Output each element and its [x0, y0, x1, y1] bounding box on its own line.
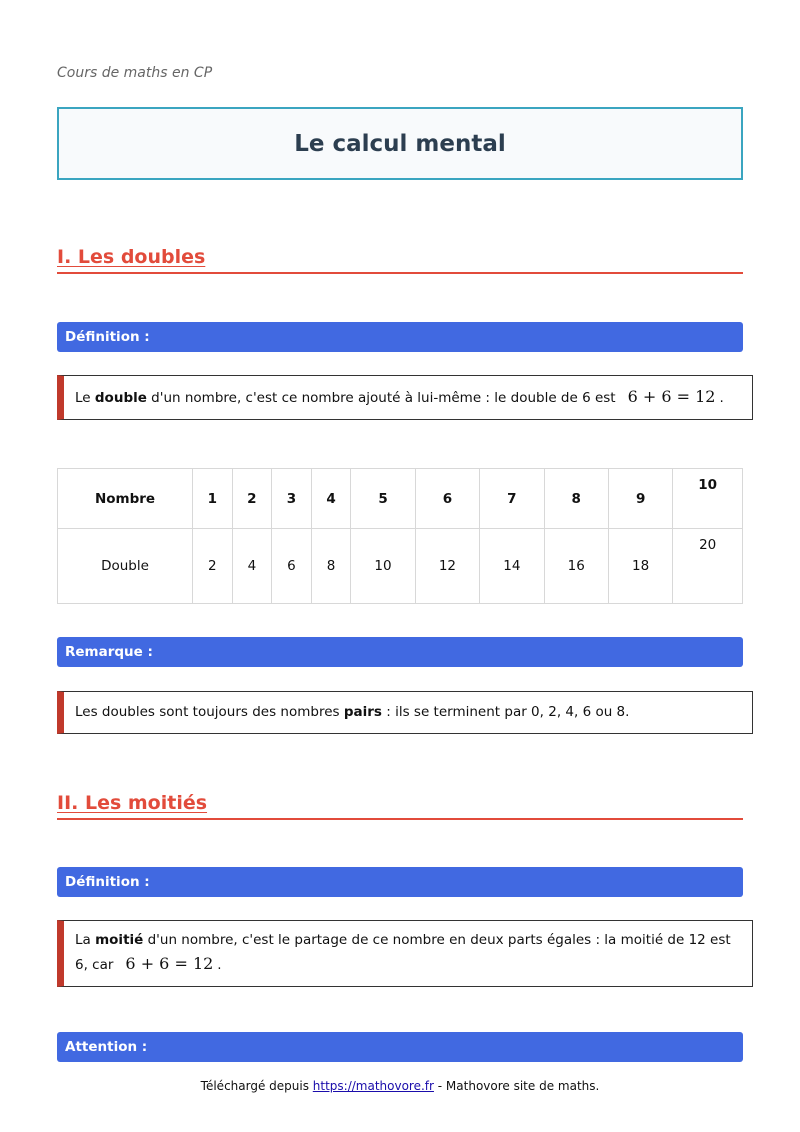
- table-row-doubles: [58, 529, 743, 604]
- math-formula: 6 + 6 = 12: [125, 954, 214, 973]
- definition2-text-pre: La: [75, 932, 96, 948]
- footer-text-pre: Téléchargé depuis: [200, 1079, 313, 1093]
- math-formula: 6 + 6 = 12: [627, 387, 716, 406]
- remark-text-pre: Les doubles sont toujours des nombres: [75, 704, 344, 720]
- footer-text-post: - Mathovore site de maths.: [433, 1079, 600, 1093]
- definition-text-pre: Le: [75, 390, 95, 406]
- definition-bar-moities: Définition :: [57, 867, 743, 897]
- definition-keyword-moitie: moitié: [95, 932, 144, 948]
- table-cell: 4: [232, 529, 272, 604]
- remark-text-post: : ils se terminent par 0, 2, 4, 6 ou 8.: [381, 704, 630, 720]
- title-box: [57, 107, 743, 180]
- remark-bar: Remarque :: [57, 637, 743, 667]
- section-title-moities: [57, 792, 743, 820]
- definition-box-moities: [57, 920, 753, 987]
- table-cell: 6: [272, 529, 312, 604]
- table-cell: 9: [608, 469, 672, 529]
- remark-box: [57, 691, 753, 734]
- section-title-doubles: [57, 246, 743, 274]
- definition-keyword-double: double: [94, 390, 147, 406]
- attention-bar: Attention :: [57, 1032, 743, 1062]
- definition-text-end: .: [719, 390, 724, 406]
- table-cell: 14: [480, 529, 544, 604]
- definition-bar-doubles: Définition :: [57, 322, 743, 352]
- table-cell: 1: [193, 469, 233, 529]
- table-cell: 10: [351, 529, 415, 604]
- page-title: Le calcul mental: [294, 130, 506, 157]
- definition-box-doubles: [57, 375, 753, 420]
- table-cell: 18: [608, 529, 672, 604]
- section-title-doubles-text: I. Les doubles: [57, 246, 206, 268]
- table-cell: 4: [311, 469, 351, 529]
- table-cell: 20: [673, 529, 743, 604]
- course-subtitle: Cours de maths en CP: [57, 65, 213, 81]
- footer: [0, 1079, 800, 1093]
- table-cell: 5: [351, 469, 415, 529]
- table-cell: 2: [193, 529, 233, 604]
- doubles-table: [57, 468, 743, 604]
- definition-text-post: d'un nombre, c'est ce nombre ajouté à lui-même : le double de 6 est: [146, 390, 616, 406]
- definition2-text-end: .: [217, 957, 222, 973]
- table-header-nombre: Nombre: [58, 469, 193, 529]
- table-cell: 8: [311, 529, 351, 604]
- footer-link[interactable]: https://mathovore.fr: [312, 1079, 434, 1093]
- table-cell: 6: [415, 469, 479, 529]
- table-cell: 7: [480, 469, 544, 529]
- table-cell: 10: [673, 469, 743, 529]
- table-cell: 16: [544, 529, 608, 604]
- definition2-text-post: d'un nombre, c'est le partage de ce nombre en deux parts égales : la moitié de 12 est 6, car: [75, 932, 731, 973]
- table-cell: 12: [415, 529, 479, 604]
- table-cell: 3: [272, 469, 312, 529]
- table-row-numbers: [58, 469, 743, 529]
- table-cell: 2: [232, 469, 272, 529]
- remark-keyword-pairs: pairs: [343, 704, 382, 720]
- table-cell: 8: [544, 469, 608, 529]
- table-header-double: Double: [58, 529, 193, 604]
- section-title-moities-text: II. Les moitiés: [57, 792, 208, 814]
